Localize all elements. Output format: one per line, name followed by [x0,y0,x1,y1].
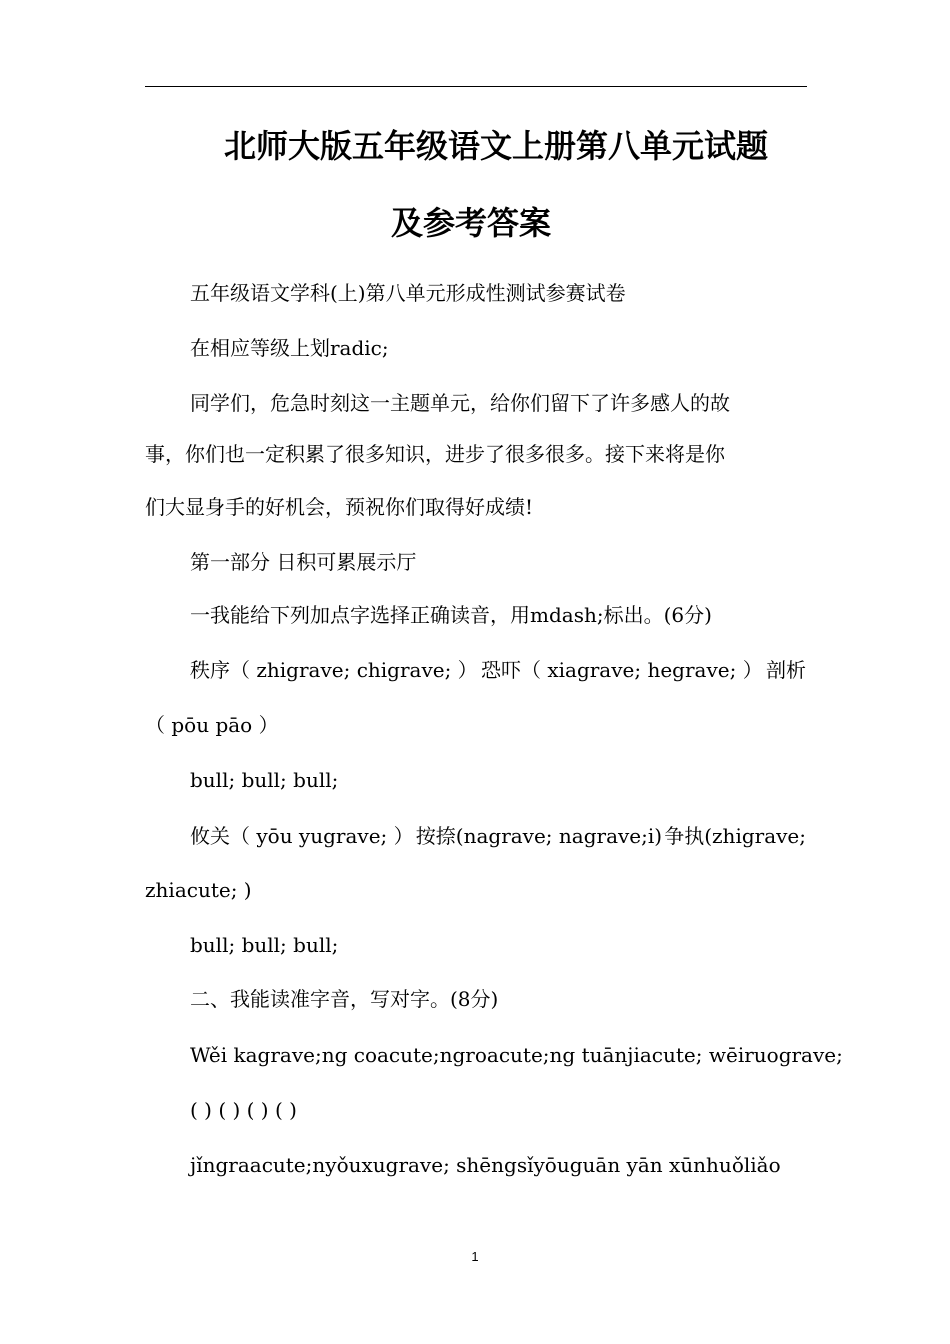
bullet-line: bull; bull; bull; [190,768,339,792]
bullet-line: bull; bull; bull; [190,933,339,957]
subtitle-line: 五年级语文学科(上)第八单元形成性测试参赛试卷 [190,281,626,305]
question-1-row-continued: zhiacute; ) [145,878,252,902]
document-title: 北师大版五年级语文上册第八单元试题 [224,127,769,165]
pinyin-line: Wěi kagrave;ng coacute;ngroacute;ng tuānjiacute; wēiruograve; [190,1043,843,1067]
intro-paragraph-line: 们大显身手的好机会，预祝你们取得好成绩! [145,495,534,519]
pinyin-line: jǐngraacute;nyǒuxugrave; shēngsǐyōuguān yān xūnhuǒliǎo [190,1153,781,1177]
question-1-row [190,660,806,680]
question-item: 恐吓（ xiagrave; hegrave; ） [480,658,763,682]
question-1: 一我能给下列加点字选择正确读音，用mdash;标出。(6分) [190,603,712,627]
question-item: 按捺(nagrave; nagrave;i) [415,824,663,848]
question-2: 二、我能读准字音，写对字。(8分) [190,987,499,1011]
answer-blanks: ( ) ( ) ( ) ( ) [190,1098,297,1122]
intro-paragraph-line: 事，你们也一定积累了很多知识，进步了很多很多。接下来将是你 [145,442,725,466]
document-title-continued: 及参考答案 [391,204,552,242]
question-1-row-continued: （ pōu pāo ） [145,713,279,737]
question-item: 攸关（ yōu yugrave; ） [190,824,414,848]
question-1-row [190,826,806,846]
instruction-line: 在相应等级上划radic; [190,336,389,360]
header-rule [145,86,807,87]
question-item: 争执(zhigrave; [664,824,806,848]
question-item: 剖析 [766,658,806,682]
intro-paragraph-line: 同学们，危急时刻这一主题单元，给你们留下了许多感人的故 [190,391,730,415]
part1-heading: 第一部分 日积可累展示厅 [190,550,417,574]
page-number: 1 [471,1249,479,1264]
question-item: 秩序（ zhigrave; chigrave; ） [190,658,478,682]
